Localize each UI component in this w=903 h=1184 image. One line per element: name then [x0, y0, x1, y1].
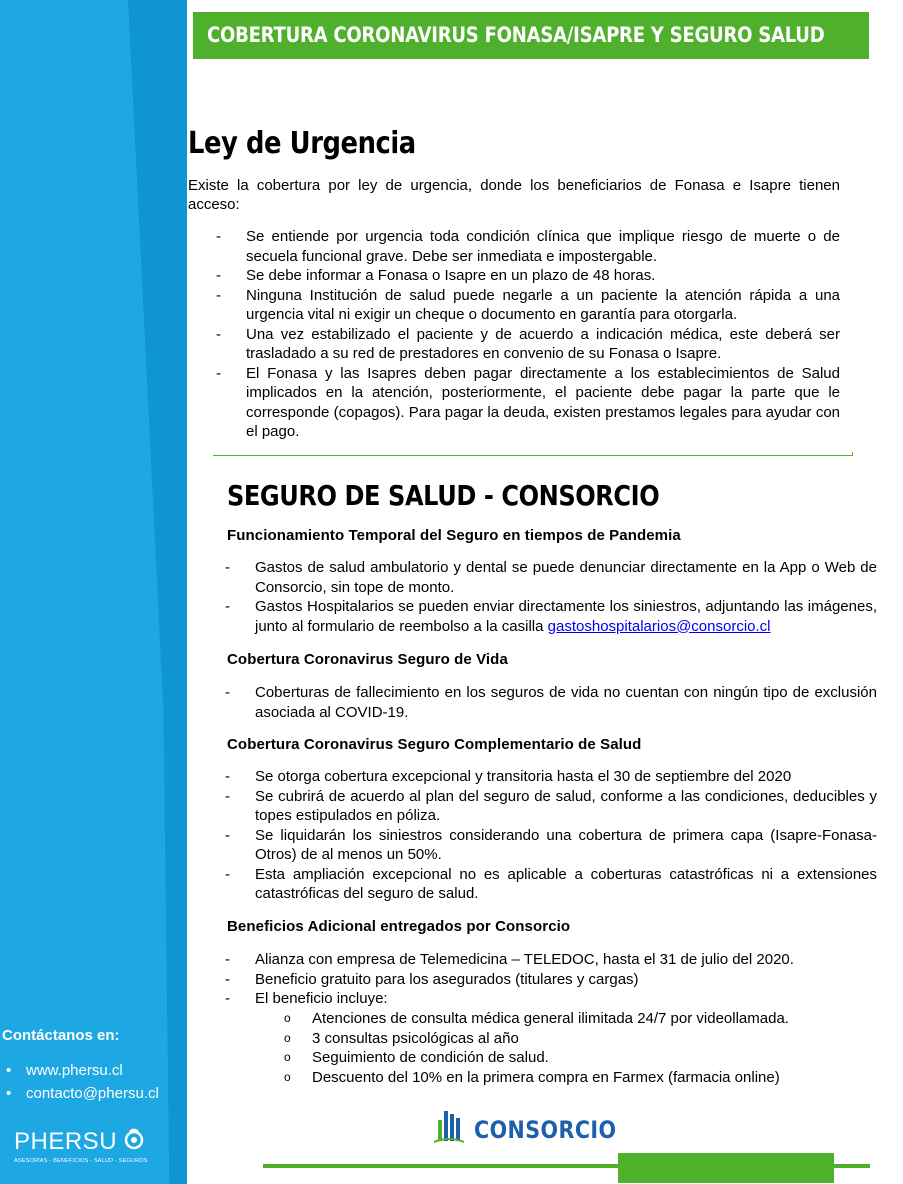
consorcio-logo: [432, 1108, 640, 1151]
contact-list: [2, 1062, 182, 1102]
list-item-text: Se entiende por urgencia toda condición clínica que implique riesgo de muerte o de secuela funcional grave. Debe ser inmediata e impostergable.: [246, 228, 840, 265]
list-item-text: Se debe informar a Fonasa o Isapre en un plazo de 48 horas.: [246, 267, 656, 284]
list-item: - Una vez estabilizado el paciente y de acuerdo a indicación médica, este deberá ser trasladado a su red de prestadores en convenio de su Fonasa o Isapre.: [216, 325, 840, 362]
list-item: - Se cubrirá de acuerdo al plan del seguro de salud, conforme a las condiciones, deducibles y topes estipulados en póliza.: [225, 787, 877, 824]
seguro-title-text: SEGURO DE SALUD - CONSORCIO: [227, 479, 660, 512]
sublist-item-text: Descuento del 10% en la primera compra en Farmex (farmacia online): [312, 1068, 780, 1086]
sublist-item: o Atenciones de consulta médica general ilimitada 24/7 por videollamada.: [284, 1010, 789, 1027]
urgencia-intro: Existe la cobertura por ley de urgencia, donde los beneficiarios de Fonasa e Isapre tienen acceso:: [188, 177, 840, 213]
urgencia-list: [216, 227, 840, 442]
sublist-item-text: Seguimiento de condición de salud.: [312, 1049, 549, 1066]
subhead-complementario: Cobertura Coronavirus Seguro Complementario de Salud: [227, 736, 642, 753]
phersu-swirl-icon: [123, 1127, 145, 1156]
list-item: - Se liquidarán los siniestros considerando una cobertura de primera capa (Isapre-Fonasa-Otros) de al menos un 50%.: [225, 826, 877, 863]
list-item: - Alianza con empresa de Telemedicina – TELEDOC, hasta el 31 de julio del 2020.: [225, 951, 794, 968]
list-item: - Esta ampliación excepcional no es aplicable a coberturas catastróficas ni a extensiones catastróficas del seguro de salud.: [225, 865, 877, 902]
funcionamiento-list: [225, 558, 877, 636]
list-item-text: Gastos Hospitalarios se pueden enviar directamente los siniestros, adjuntando las imágenes, junto al formulario de reembolso a la casilla: [255, 598, 877, 635]
sublist-item: o Seguimiento de condición de salud.: [284, 1049, 549, 1066]
list-item: - Se debe informar a Fonasa o Isapre en un plazo de 48 horas.: [216, 267, 656, 284]
consorcio-building-icon: [432, 1108, 466, 1151]
section-divider: [213, 455, 853, 456]
list-item: - Beneficio gratuito para los asegurados (titulares y cargas): [225, 970, 639, 988]
subhead-beneficios: Beneficios Adicional entregados por Consorcio: [227, 918, 571, 935]
subhead-vida: Cobertura Coronavirus Seguro de Vida: [227, 651, 508, 668]
beneficios-sublist: [284, 1009, 872, 1087]
list-item-text: Gastos de salud ambulatorio y dental se puede denunciar directamente en la App o Web de Consorcio, sin tope de monto.: [255, 559, 877, 596]
complementario-list: [225, 767, 877, 904]
list-item: - Gastos Hospitalarios se pueden enviar directamente los siniestros, adjuntando las imágenes, junto al formulario de reembolso a la casilla gastoshospitalarios@consorcio.cl: [225, 598, 877, 635]
phersu-tagline: ASESORÍAS - BENEFICIOS - SALUD - SEGUROS: [14, 1158, 148, 1164]
list-item: - El Fonasa y las Isapres deben pagar directamente a los establecimientos de Salud implicados en la atención, posteriormente, el paciente debe pagar la parte que le corresponde (copagos). Para pagar la deuda, existen prestamos legales para ayudar con el pago.: [216, 364, 840, 440]
contact-title: Contáctanos en:: [2, 1027, 120, 1044]
phersu-logo: [14, 1127, 148, 1164]
list-item-text: Esta ampliación excepcional no es aplicable a coberturas catastróficas ni a extensiones catastróficas del seguro de salud.: [255, 865, 877, 902]
list-item: - Gastos de salud ambulatorio y dental se puede denunciar directamente en la App o Web de Consorcio, sin tope de monto.: [225, 559, 877, 596]
list-item: - Se entiende por urgencia toda condición clínica que implique riesgo de muerte o de secuela funcional grave. Debe ser inmediata e impostergable.: [216, 228, 840, 265]
beneficios-list: [225, 950, 877, 1009]
consorcio-wordmark: CONSORCIO: [474, 1115, 617, 1144]
list-item-text: Beneficio gratuito para los asegurados (titulares y cargas): [255, 970, 639, 988]
list-item-text: Se cubrirá de acuerdo al plan del seguro de salud, conforme a las condiciones, deducibles y topes estipulados en póliza.: [255, 787, 877, 824]
footer-green-box: [618, 1153, 834, 1183]
consorcio-logo-text: [474, 1116, 640, 1144]
contact-block: [2, 1027, 182, 1108]
urgencia-title-text: Ley de Urgencia: [188, 126, 416, 161]
sublist-item: o Descuento del 10% en la primera compra en Farmex (farmacia online): [284, 1068, 780, 1086]
sublist-item-text: 3 consultas psicológicas al año: [312, 1029, 519, 1047]
section-title-urgencia: [188, 126, 453, 161]
list-item: - Coberturas de fallecimiento en los seguros de vida no cuentan con ningún tipo de exclusión asociada al COVID-19.: [225, 684, 877, 721]
contact-email-link[interactable]: • contacto@phersu.cl: [2, 1085, 182, 1102]
list-item: - Ninguna Institución de salud puede negarle a un paciente la atención rápida a una urgencia vital ni exigir un cheque o documento en garantía para otorgarla.: [216, 286, 840, 323]
claims-email-link[interactable]: gastoshospitalarios@consorcio.cl: [547, 617, 771, 635]
list-item-text: Alianza con empresa de Telemedicina – TELEDOC, hasta el 31 de julio del 2020.: [255, 951, 794, 968]
list-item-text: El Fonasa y las Isapres deben pagar directamente a los establecimientos de Salud implicados en la atención, posteriormente, el paciente debe pagar la parte que le corresponde (copagos). Para pagar la deuda, existen prestamos legales para ayudar con el pago.: [246, 364, 840, 440]
phersu-logo-text: PHERSU: [14, 1127, 118, 1155]
vida-list: [225, 683, 877, 722]
list-item-text: Una vez estabilizado el paciente y de acuerdo a indicación médica, este deberá ser trasladado a su red de prestadores en convenio de su Fonasa o Isapre.: [246, 325, 840, 362]
list-item: - Se otorga cobertura excepcional y transitoria hasta el 30 de septiembre del 2020: [225, 768, 792, 785]
sublist-item-text: Atenciones de consulta médica general ilimitada 24/7 por videollamada.: [312, 1010, 789, 1027]
list-item-text: El beneficio incluye:: [255, 990, 388, 1007]
list-item: - El beneficio incluye:: [225, 990, 388, 1007]
page-banner: [193, 12, 869, 59]
list-item-text: Se liquidarán los siniestros considerando una cobertura de primera capa (Isapre-Fonasa-Otros) de al menos un 50%.: [255, 826, 877, 863]
subhead-funcionamiento: Funcionamiento Temporal del Seguro en tiempos de Pandemia: [227, 527, 681, 544]
list-item-text: Coberturas de fallecimiento en los seguros de vida no cuentan con ningún tipo de exclusión asociada al COVID-19.: [255, 684, 877, 721]
banner-title: COBERTURA CORONAVIRUS FONASA/ISAPRE Y SEGURO SALUD: [207, 23, 825, 47]
sublist-item: o 3 consultas psicológicas al año: [284, 1029, 519, 1047]
list-item-text: Se otorga cobertura excepcional y transitoria hasta el 30 de septiembre del 2020: [255, 768, 792, 785]
section-title-seguro: [227, 479, 730, 512]
contact-website-link[interactable]: • www.phersu.cl: [2, 1062, 182, 1079]
list-item-text: Ninguna Institución de salud puede negarle a un paciente la atención rápida a una urgencia vital ni exigir un cheque o documento en garantía para otorgarla.: [246, 286, 840, 323]
